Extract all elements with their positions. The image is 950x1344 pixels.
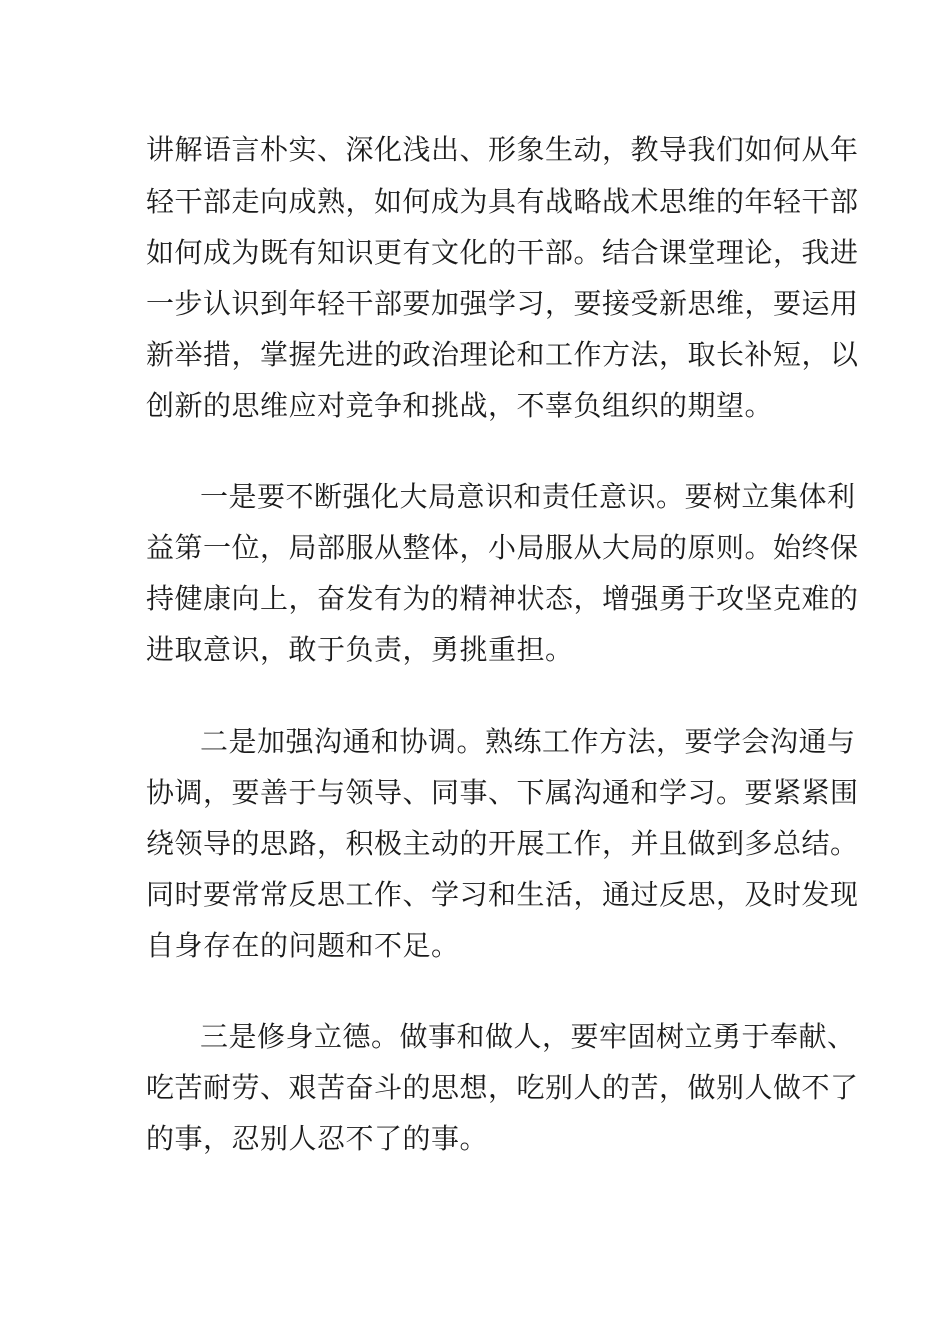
paragraph-4-line-3: 的事，忍别人忍不了的事。 [146,1122,489,1155]
paragraph-1-line-5: 新举措，掌握先进的政治理论和工作方法，取长补短，以 [146,338,859,371]
paragraph-1-line-2: 轻干部走向成熟，如何成为具有战略战术思维的年轻干部 [146,185,859,218]
paragraph-1-line-1: 讲解语言朴实、深化浅出、形象生动，教导我们如何从年 [146,133,859,166]
paragraph-4-line-2: 吃苦耐劳、艰苦奋斗的思想，吃别人的苦，做别人做不了 [146,1071,859,1104]
paragraph-2-line-2: 益第一位，局部服从整体，小局服从大局的原则。始终保 [146,531,859,564]
paragraph-3-line-2: 协调，要善于与领导、同事、下属沟通和学习。要紧紧围 [146,776,859,809]
paragraph-1-line-4: 一步认识到年轻干部要加强学习，要接受新思维，要运用 [146,287,859,320]
paragraph-2-line-1: 一是要不断强化大局意识和责任意识。要树立集体利 [200,480,856,513]
paragraph-3-line-3: 绕领导的思路，积极主动的开展工作，并且做到多总结。 [146,827,859,860]
paragraph-1-line-3: 如何成为既有知识更有文化的干部。结合课堂理论，我进 [146,236,859,269]
paragraph-4-line-1: 三是修身立德。做事和做人，要牢固树立勇于奉献、 [200,1020,856,1053]
paragraph-3-line-4: 同时要常常反思工作、学习和生活，通过反思，及时发现 [146,878,859,911]
paragraph-3-line-1: 二是加强沟通和协调。熟练工作方法，要学会沟通与 [200,725,856,758]
paragraph-2-line-4: 进取意识，敢于负责，勇挑重担。 [146,633,574,666]
paragraph-3-line-5: 自身存在的问题和不足。 [146,929,460,962]
paragraph-2-line-3: 持健康向上，奋发有为的精神状态，增强勇于攻坚克难的 [146,582,859,615]
paragraph-1-line-6: 创新的思维应对竞争和挑战，不辜负组织的期望。 [146,389,774,422]
